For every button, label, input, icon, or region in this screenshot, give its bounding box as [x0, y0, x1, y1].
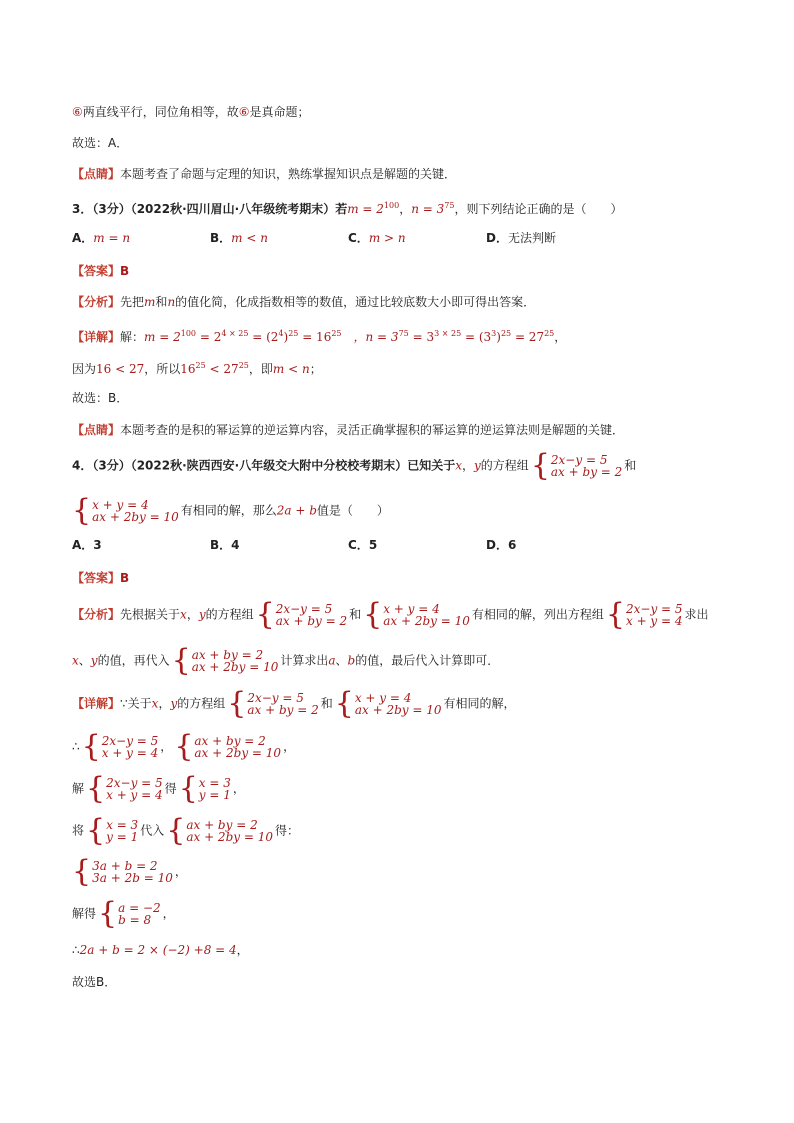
- step-2: 解 { 2x−y = 5 x + y = 4 得 { x = 3 y = 1 ，: [72, 771, 245, 806]
- analysis-line-4b: x、y的值，再代入 { ax + by = 2 ax + 2by = 10 计算求出a、b的值，最后代入计算即可．: [72, 643, 500, 678]
- question-4-line2: { x + y = 4 ax + 2by = 10 有相同的解，那么2a + b值是（ ）: [72, 493, 389, 528]
- answer-line: 【答案】B: [72, 264, 130, 278]
- option-a[interactable]: A．3: [72, 538, 102, 552]
- question-4-options: [72, 536, 722, 554]
- choose-line: 故选：A．: [72, 136, 129, 150]
- step-6: ∴2a + b = 2 × (−2) +8 = 4，: [72, 943, 249, 957]
- circle-number: ⑥: [238, 105, 250, 119]
- question-4-title: 4．（3分）（2022秋·陕西西安·八年级交大附中分校校考期末）已知关于x，y的方程组 { 2x−y = 5 ax + by = 2 和: [72, 448, 637, 483]
- choose-line-3: 故选：B．: [72, 391, 129, 405]
- option-b[interactable]: B．m < n: [210, 231, 268, 245]
- point-line-3: 【点睛】本题考查的是积的幂运算的逆运算内容，灵活正确掌握积的幂运算的逆运算法则是解题的关键．: [72, 423, 625, 437]
- analysis-line-4: 【分析】先根据关于x，y的方程组 { 2x−y = 5 ax + by = 2 和 { x + y = 4 ax + 2by = 10 有相同的解，列出方程组 { 2x−y = 5 x + y = 4 求出: [72, 597, 709, 632]
- question-3-options: [72, 229, 722, 247]
- step-5: 解得 { a = −2 b = 8 ，: [72, 896, 175, 931]
- statement-6-line: ⑥两直线平行，同位角相等，故⑥是真命题；: [72, 105, 310, 119]
- analysis-line: 【分析】先把m和n的值化简，化成指数相等的数值，通过比较底数大小即可得出答案．: [72, 295, 536, 309]
- answer-line-4: 【答案】B: [72, 571, 130, 585]
- circle-number: ⑥: [72, 105, 83, 119]
- step-3: 将 { x = 3 y = 1 代入 { ax + by = 2 ax + 2by = 10 得：: [72, 813, 299, 848]
- point-line: 【点睛】本题考查了命题与定理的知识，熟练掌握知识点是解题的关键．: [72, 167, 457, 181]
- because-line: 因为16 < 27，所以$16^{25} < 27^{25}$，即m < n；: [72, 361, 322, 376]
- option-d[interactable]: D．6: [486, 538, 517, 552]
- choose-line-4: 故选B．: [72, 975, 117, 989]
- step-1: ∴ { 2x−y = 5 x + y = 4 ， { ax + by = 2 ax + 2by = 10 ，: [72, 729, 296, 764]
- option-c[interactable]: C．m > n: [348, 231, 406, 245]
- option-a[interactable]: A．m = n: [72, 231, 131, 245]
- option-b[interactable]: B．4: [210, 538, 240, 552]
- detail-line-4: 【详解】∵关于x，y的方程组 { 2x−y = 5 ax + by = 2 和 { x + y = 4 ax + 2by = 10 有相同的解，: [72, 686, 516, 721]
- question-3-title: 3．（3分）（2022秋·四川眉山·八年级统考期末）若$m = 2^{100}$，$n = 3^{75}$，则下列结论正确的是（ ）: [72, 201, 623, 216]
- detail-line: 【详解】解：$m = 2^{100} = 2^{4 \times 25} = (2^4)^{25} = 16^{25}$ ，$n = 3^{75} = 3^{3 \times 25} = (3^3)^{25} = 27^{25}$，: [72, 329, 567, 344]
- option-d[interactable]: D．无法判断: [486, 231, 556, 245]
- option-c[interactable]: C．5: [348, 538, 378, 552]
- step-4: { 3a + b = 2 3a + 2b = 10 ，: [72, 854, 187, 889]
